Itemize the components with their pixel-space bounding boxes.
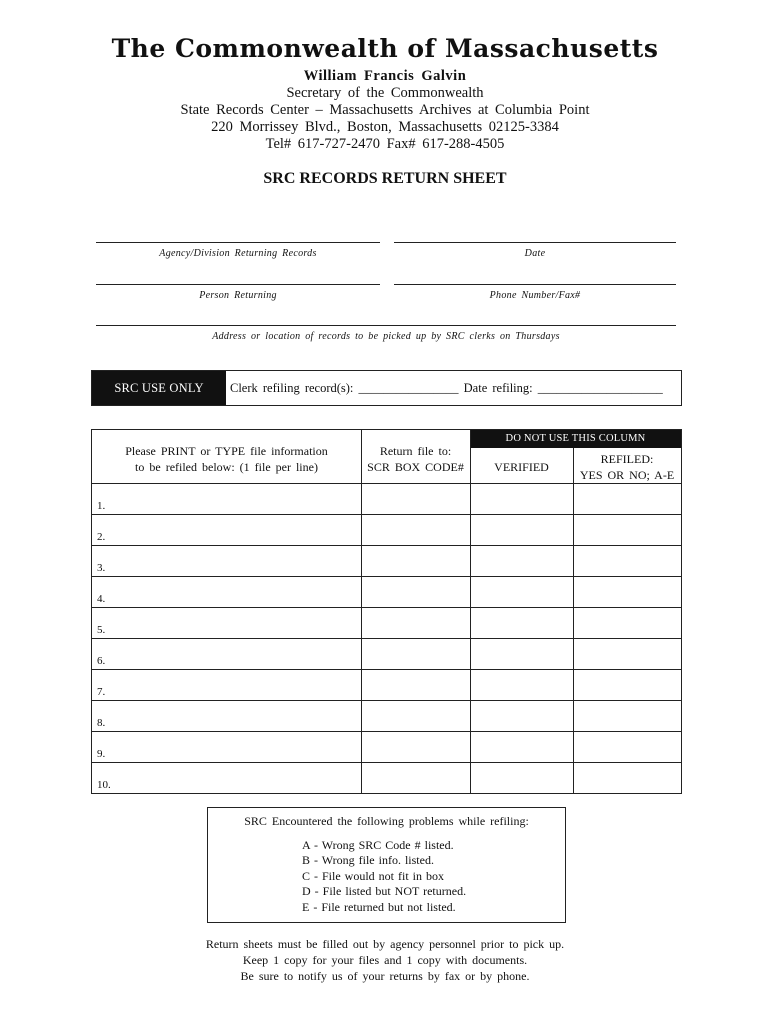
date-input-line[interactable] [394,242,676,243]
table-row[interactable] [92,669,681,700]
table-row[interactable] [92,607,681,638]
agency-caption: Agency/Division Returning Records [159,248,317,259]
problem-item: B - Wrong file info. listed. [302,853,434,867]
box-code-header-line2: SCR BOX CODE# [367,460,464,474]
secretary-name: William Francis Galvin [303,68,467,84]
problem-item: D - File listed but NOT returned. [302,884,467,898]
footer-line: Keep 1 copy for your files and 1 copy with documents. [242,953,528,967]
person-caption: Person Returning [199,290,277,301]
row-number: 6. [97,655,106,667]
clerk-refiling-field[interactable]: Clerk refiling record(s): ________________ Date refiling: ____________________ [230,381,663,395]
table-row[interactable] [92,514,681,545]
row-number: 5. [97,624,106,636]
table-row[interactable] [92,731,681,762]
agency-input-line[interactable] [96,242,380,243]
refile-table [91,429,682,794]
row-number: 8. [97,717,106,729]
table-row[interactable] [92,700,681,731]
table-row[interactable] [92,762,681,793]
footer-line: Be sure to notify us of your returns by fax or by phone. [240,969,530,983]
row-number: 10. [97,779,111,791]
address-caption: Address or location of records to be picked up by SRC clerks on Thursdays [212,331,560,342]
box-code-header-line1: Return file to: [379,444,452,458]
refiled-header-line2: YES OR NO; A-E [579,468,675,482]
src-use-only-box [91,370,682,406]
table-row[interactable] [92,576,681,607]
table-row[interactable] [92,483,681,514]
row-number: 2. [97,531,106,543]
problems-title: SRC Encountered the following problems while refiling: [244,814,529,828]
table-row[interactable] [92,545,681,576]
sheet-title: SRC RECORDS RETURN SHEET [263,170,507,187]
row-number: 3. [97,562,106,574]
person-input-line[interactable] [96,284,380,285]
row-number: 7. [97,686,106,698]
file-info-header [92,443,361,475]
verified-header: VERIFIED [494,460,549,474]
records-center-name: State Records Center – Massachusetts Archives at Columbia Point [180,102,590,118]
phone-input-line[interactable] [394,284,676,285]
refiled-header-line1: REFILED: [600,452,654,466]
box-code-header [361,443,470,475]
problem-item: A - Wrong SRC Code # listed. [302,838,454,852]
src-use-only-label: SRC USE ONLY [92,371,226,405]
contact-numbers: Tel# 617-727-2470 Fax# 617-288-4505 [265,136,505,152]
problems-box [207,807,566,923]
row-number: 4. [97,593,106,605]
refiled-header [573,451,681,483]
problem-item: C - File would not fit in box [302,869,444,883]
file-info-header-line1: Please PRINT or TYPE file information [125,444,328,458]
date-caption: Date [524,248,546,259]
row-number: 1. [97,500,106,512]
letterhead-title: The Commonwealth of Massachusetts [111,34,659,63]
do-not-use-banner: DO NOT USE THIS COLUMN [470,430,681,448]
phone-caption: Phone Number/Fax# [489,290,581,301]
table-row[interactable] [92,638,681,669]
footer-line: Return sheets must be filled out by agency personnel prior to pick up. [205,937,565,951]
mailing-address: 220 Morrissey Blvd., Boston, Massachusetts 02125-3384 [211,119,559,135]
address-input-line[interactable] [96,325,676,326]
office-title: Secretary of the Commonwealth [286,85,484,101]
problem-item: E - File returned but not listed. [302,900,456,914]
row-number: 9. [97,748,106,760]
file-info-header-line2: to be refiled below: (1 file per line) [135,460,318,474]
